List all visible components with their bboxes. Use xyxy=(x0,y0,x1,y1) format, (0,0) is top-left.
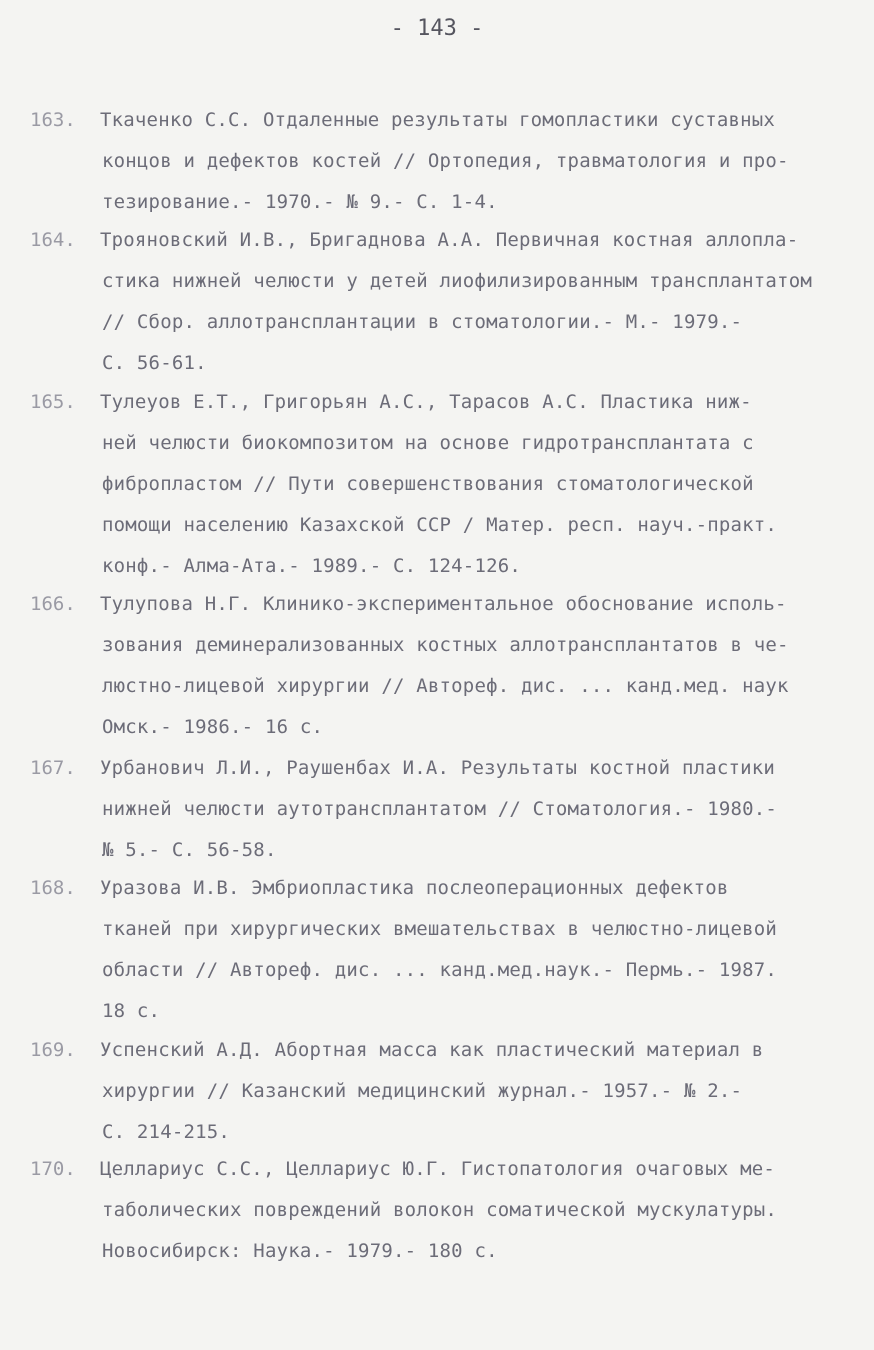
reference-text-line: Урбанович Л.И., Раушенбах И.А. Результаты костной пластики xyxy=(100,757,776,779)
reference-text-line: области // Автореф. дис. ... канд.мед.наук.- Пермь.- 1987. xyxy=(102,959,778,981)
reference-text-line: Целлариус С.С., Целлариус Ю.Г. Гистопатология очаговых ме- xyxy=(100,1158,776,1180)
reference-number: 164. xyxy=(30,229,76,251)
reference-text-line: Уразова И.В. Эмбриопластика послеоперационных дефектов xyxy=(100,877,729,899)
reference-text-line: С. 214-215. xyxy=(102,1121,231,1143)
reference-text-line: фибропластом // Пути совершенствования стоматологической xyxy=(102,473,754,495)
reference-number: 170. xyxy=(30,1158,76,1180)
reference-text-line: таболических повреждений волокон соматической мускулатуры. xyxy=(102,1199,778,1221)
reference-text-line: помощи населению Казахской ССР / Матер. респ. науч.-практ. xyxy=(102,514,778,536)
reference-number: 163. xyxy=(30,109,76,131)
reference-text-line: тканей при хирургических вмешательствах в челюстно-лицевой xyxy=(102,918,778,940)
reference-text-line: С. 56-61. xyxy=(102,352,207,374)
reference-number: 165. xyxy=(30,391,76,413)
reference-number: 169. xyxy=(30,1039,76,1061)
reference-text-line: нижней челюсти аутотрансплантатом // Стоматология.- 1980.- xyxy=(102,798,778,820)
reference-text-line: // Сбор. аллотрансплантации в стоматологии.- М.- 1979.- xyxy=(102,311,743,333)
reference-number: 166. xyxy=(30,593,76,615)
reference-text-line: зования деминерализованных костных аллотрансплантатов в че- xyxy=(102,634,789,656)
reference-text-line: ней челюсти биокомпозитом на основе гидротрансплантата с xyxy=(102,432,754,454)
reference-text-line: Омск.- 1986.- 16 с. xyxy=(102,716,324,738)
reference-text-line: 18 с. xyxy=(102,1000,161,1022)
reference-text-line: № 5.- С. 56-58. xyxy=(102,839,277,861)
reference-text-line: Успенский А.Д. Абортная масса как пластический материал в xyxy=(100,1039,764,1061)
page-number: - 143 - xyxy=(390,16,484,41)
reference-text-line: хирургии // Казанский медицинский журнал.- 1957.- № 2.- xyxy=(102,1080,743,1102)
reference-text-line: Новосибирск: Наука.- 1979.- 180 с. xyxy=(102,1240,498,1262)
reference-text-line: конф.- Алма-Ата.- 1989.- С. 124-126. xyxy=(102,555,522,577)
reference-text-line: Тулеуов Е.Т., Григорьян А.С., Тарасов А.С. Пластика ниж- xyxy=(100,391,752,413)
reference-text-line: стика нижней челюсти у детей лиофилизированным трансплантатом xyxy=(102,270,812,292)
reference-text-line: Тулупова Н.Г. Клинико-экспериментальное обоснование исполь- xyxy=(100,593,787,615)
reference-text-line: люстно-лицевой хирургии // Автореф. дис. ... канд.мед. наук xyxy=(102,675,789,697)
reference-number: 168. xyxy=(30,877,76,899)
reference-number: 167. xyxy=(30,757,76,779)
reference-text-line: Ткаченко С.С. Отдаленные результаты гомопластики суставных xyxy=(100,109,776,131)
reference-text-line: Трояновский И.В., Бригаднова А.А. Первичная костная аллопла- xyxy=(100,229,799,251)
reference-text-line: тезирование.- 1970.- № 9.- С. 1-4. xyxy=(102,191,498,213)
reference-text-line: концов и дефектов костей // Ортопедия, травматология и про- xyxy=(102,150,789,172)
